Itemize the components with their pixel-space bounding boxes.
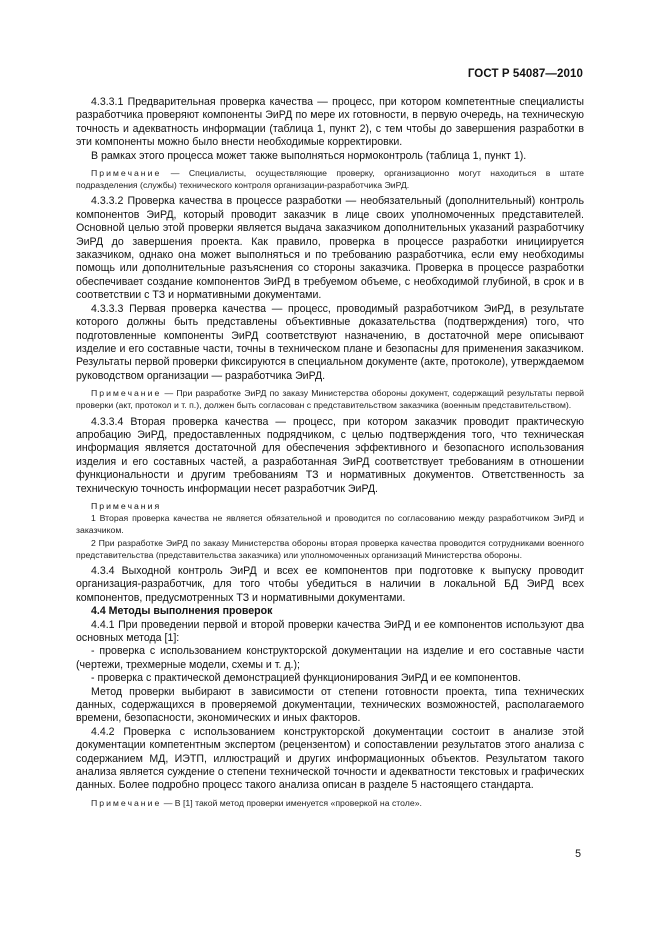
paragraph-4-3-4: 4.3.4 Выходной контроль ЭиРД и всех ее компонентов при подготовке к выпуску проводит организация-разработчик, для того чтобы убедиться в наличии в локальной БД ЭиРД всех компонентов, предусмотренных ТЗ и нормативными документами. [76, 564, 584, 604]
paragraph-4-3-3-2: 4.3.3.2 Проверка качества в процессе разработки — необязательный (дополнительный) контроль компонентов ЭиРД, который проводит заказчик в лице своих уполномоченных представителей. Основной целью этой проверки является выдача заказчиком дополнительных указаний разработчику ЭиРД до завершения проекта. Как правило, проверка в процессе разработки инициируется заказчиком, однако она может выполняться и по требованию разработчика, если ему необходимы помощь или дополнительные разъяснения со стороны заказчика. Проверка в процессе разработки обеспечивает создание компонентов ЭиРД в требуемом объеме, с необходимой глубиной, в срок и в соответствии с ТЗ и нормативными документами. [76, 195, 584, 302]
note-1-text: — Специалисты, осуществляющие проверку, организационно могут находиться в штате подразделения (службы) технического контроля организации-разработчика ЭиРД. [76, 168, 584, 191]
section-heading-4-4: 4.4 Методы выполнения проверок [91, 605, 273, 618]
paragraph-4-3-3-4: 4.3.3.4 Вторая проверка качества — процесс, при котором заказчик проводит практическую апробацию ЭиРД, предоставленных подрядчиком, с целью подтверждения того, что техническая информация является достаточной для обеспечения эффективного и безопасного использования изделия и его составных частей, а разработанная ЭиРД соответствует требованиям в отношении функциональности и другим требованиям ТЗ и нормативных документов. Ответственность за техническую точность информации несет разработчик ЭиРД. [76, 415, 584, 495]
note-2-text: — При разработке ЭиРД по заказу Министерства обороны документ, содержащий результаты первой проверки (акт, протокол и т. п.), должен быть согласован с представительством заказчика (военным представительством). [76, 388, 584, 411]
note-1-label: Примечание [91, 168, 162, 179]
document-body [76, 96, 584, 809]
notes-3-label [76, 500, 584, 512]
note-2-label: Примечание [91, 388, 162, 399]
note-3-item-2: 2 При разработке ЭиРД по заказу Министерства обороны вторая проверка качества проводится сотрудниками военного представительства (представительства заказчика) или уполномоченных организаций Министерства обороны. [76, 537, 584, 560]
paragraph-4-4-2: 4.4.2 Проверка с использованием конструкторской документации состоит в анализе этой документации компетентным экспертом (рецензентом) и сопоставлении результатов этого анализа с содержанием МД, ИЭТП, иллюстраций и других информационных объектов. Результатом такого анализа является суждение о степени технической точности и адекватности текстовых и графических данных. Более подробно процесс такого анализа описан в разделе 5 настоящего стандарта. [76, 725, 584, 792]
note-3-item-1: 1 Вторая проверка качества не является обязательной и проводится по согласованию между разработчиком ЭиРД и заказчиком. [76, 513, 584, 536]
standard-header: ГОСТ Р 54087—2010 [467, 68, 583, 80]
page-number: 5 [575, 848, 581, 860]
note-4-label: Примечание [91, 797, 162, 808]
note-2 [76, 387, 584, 411]
list-item-design-docs: - проверка с использованием конструкторской документации на изделие и его составные части (чертежи, трехмерные модели, схемы и т. д.); [76, 645, 584, 671]
paragraph-4-3-3-3: 4.3.3.3 Первая проверка качества — процесс, проводимый разработчиком ЭиРД, в результате которого должны быть представлены объективные доказательства (подтверждения) того, что подготовленные компоненты ЭиРД соответствуют назначению, в достаточной мере описывают изделие и его составные части, точны в техническом плане и безопасны для применения заказчиком. Результаты первой проверки фиксируются в специальном документе (акте, протоколе), утверждаемом руководством организации — разработчика ЭиРД. [76, 302, 585, 382]
notes-3-label-text: Примечания [91, 500, 162, 511]
paragraph-4-4-1-method: Метод проверки выбирают в зависимости от степени готовности проекта, типа технических данных, содержащихся в проверяемой документации, технических возможностей, располагаемого времени, безопасности, экономических и иных факторов. [76, 685, 584, 725]
paragraph-4-3-3-1: 4.3.3.1 Предварительная проверка качества — процесс, при котором компетентные специалисты разработчика проверяют компоненты ЭиРД по мере их готовности, в первую очередь, на техническую точность и адекватность информации (таблица 1, пункт 2), с тем чтобы до завершения разработки в эти компоненты можно было внести необходимые корректировки. [76, 96, 584, 149]
note-4-text: — В [1] такой метод проверки именуется «проверкой на столе». [161, 797, 422, 808]
note-4 [76, 797, 584, 809]
paragraph-4-3-3-1-normcontrol: В рамках этого процесса может также выполняться нормоконтроль (таблица 1, пункт 1). [91, 149, 527, 162]
note-1 [76, 167, 584, 191]
paragraph-4-4-1: 4.4.1 При проведении первой и второй проверки качества ЭиРД и ее компонентов используют два основных метода [1]: [76, 618, 584, 645]
list-item-demonstration: - проверка с практической демонстрацией функционирования ЭиРД и ее компонентов. [91, 672, 521, 685]
